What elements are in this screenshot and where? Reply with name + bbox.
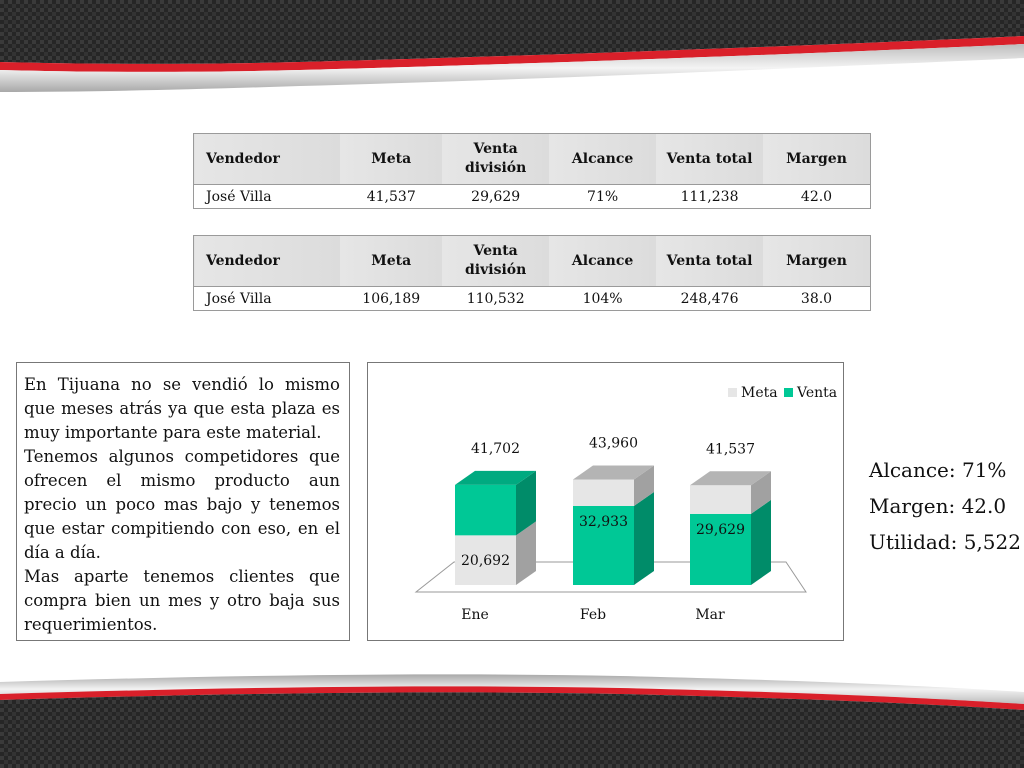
table-row [194,287,871,311]
header-vendedor: Vendedor [194,134,341,185]
cell-alcance: 104% [549,287,656,311]
cell-venta-total: 248,476 [656,287,763,311]
data-label-venta-mar: 29,629 [696,521,745,538]
cell-vendedor: José Villa [194,287,341,311]
cell-meta: 106,189 [340,287,442,311]
data-label-venta-feb: 32,933 [579,513,628,530]
summary-utilidad: Utilidad: 5,522 [869,530,1021,554]
header-alcance: Alcance [549,236,656,287]
notes-text-box [16,362,350,641]
sales-chart [367,362,844,641]
sales-table-2 [193,235,871,311]
x-tick-label-ene: Ene [461,607,489,623]
cell-venta-total: 111,238 [656,185,763,209]
bar-meta-mar [690,485,751,514]
legend-swatch-meta [728,388,737,397]
footer-carbon-band [0,668,1024,768]
cell-margen: 42.0 [763,185,871,209]
cell-venta-division: 29,629 [442,185,549,209]
header-venta-division: Venta división [442,134,549,185]
cell-vendedor: José Villa [194,185,341,209]
table-row [194,185,871,209]
header-carbon-band [0,0,1024,100]
data-label-total-feb: 43,960 [589,435,638,452]
bar-meta-feb [573,479,634,505]
table-header-row [194,134,871,185]
notes-paragraph-3: Mas aparte tenemos clientes que compra bien un mes y otro baja sus requerimientos. [24,567,340,634]
table-header-row [194,236,871,287]
bar-side-venta-feb [634,492,654,585]
x-tick-label-mar: Mar [695,607,725,623]
bar-meta-ene [455,485,516,535]
summary-panel [869,452,1019,560]
header-meta: Meta [340,134,442,185]
header-alcance: Alcance [549,134,656,185]
data-label-total-mar: 41,537 [706,441,755,458]
header-venta-total: Venta total [656,236,763,287]
cell-alcance: 71% [549,185,656,209]
sales-table-1 [193,133,871,209]
header-meta: Meta [340,236,442,287]
legend-swatch-venta [784,388,793,397]
cell-meta: 41,537 [340,185,442,209]
cell-margen: 38.0 [763,287,871,311]
summary-margen: Margen: 42.0 [869,494,1007,518]
legend-label-venta: Venta [797,385,838,401]
header-margen: Margen [763,236,871,287]
bar-side-venta-mar [751,500,771,585]
summary-alcance: Alcance: 71% [869,458,1007,482]
notes-paragraph-1: En Tijuana no se vendió lo mismo que meses atrás ya que esta plaza es muy importante para este material. [24,375,340,442]
notes-paragraph-2: Tenemos algunos competidores que ofrecen el mismo producto aun precio un poco mas bajo y tenemos que estar compitiendo con eso, en el día a día. [24,447,340,562]
cell-venta-division: 110,532 [442,287,549,311]
chart-canvas [368,363,845,642]
data-label-venta-ene: 20,692 [461,553,510,570]
header-venta-division: Venta división [442,236,549,287]
legend-label-meta: Meta [741,385,778,401]
data-label-total-ene: 41,702 [471,440,520,457]
header-vendedor: Vendedor [194,236,341,287]
x-tick-label-feb: Feb [579,607,607,623]
header-margen: Margen [763,134,871,185]
header-venta-total: Venta total [656,134,763,185]
